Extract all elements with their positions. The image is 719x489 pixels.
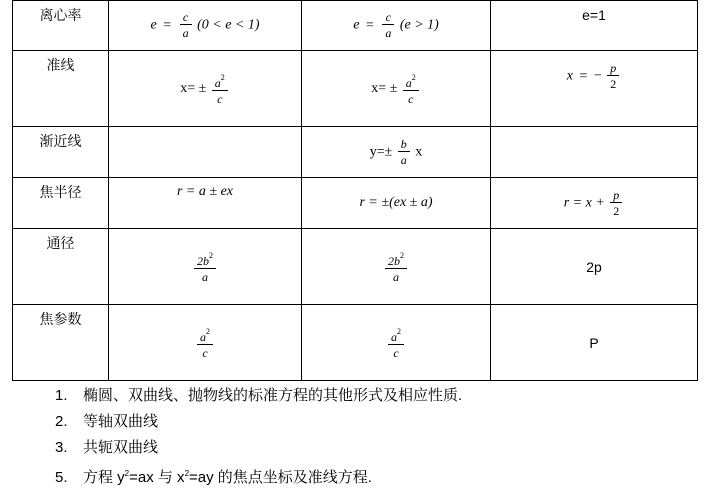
list-number: 2. xyxy=(55,413,68,430)
conic-properties-table xyxy=(12,0,698,381)
fraction xyxy=(610,188,622,219)
fraction xyxy=(382,10,394,41)
row-directrix xyxy=(13,51,698,127)
numerator: $a^2$ xyxy=(405,72,416,90)
numerator: b xyxy=(400,136,407,151)
list-text-mid: =ax 与 x xyxy=(129,469,185,486)
numerator: p xyxy=(613,187,620,202)
var-e: e xyxy=(150,17,157,33)
hyperbola-focal-radius: r = ±(ex ± a) xyxy=(302,178,491,229)
hyperbola-focal-parameter xyxy=(302,305,491,381)
numerator: $a^2$ xyxy=(391,326,401,344)
eq-sign: = xyxy=(163,17,172,33)
prefix: x= ± xyxy=(180,80,207,96)
row-focal-radius xyxy=(13,178,698,229)
ellipse-directrix xyxy=(109,51,302,127)
list-text: 椭圆、双曲线、抛物线的标准方程的其他形式及相应性质. xyxy=(83,387,463,404)
prefix: r = x + xyxy=(563,195,605,211)
list-number: 1. xyxy=(55,387,68,404)
label-directrix: 准线 xyxy=(13,51,109,127)
list-number: 3. xyxy=(55,439,68,456)
hyperbola-asymptote xyxy=(302,127,491,178)
fraction xyxy=(194,249,216,285)
hyperbola-latus-rectum xyxy=(302,229,491,305)
suffix: x xyxy=(415,144,423,160)
fraction xyxy=(212,71,228,107)
eq-sign: = xyxy=(365,17,374,33)
label-asymptote: 渐近线 xyxy=(13,127,109,178)
label-latus-rectum: 通径 xyxy=(13,229,109,305)
denominator: c xyxy=(408,91,414,106)
numerator: p xyxy=(610,61,617,75)
prefix: y=± xyxy=(369,144,393,160)
parabola-focal-parameter: P xyxy=(491,305,698,381)
label-focal-parameter: 焦参数 xyxy=(13,305,109,381)
list-item xyxy=(55,411,462,437)
prefix: x= ± xyxy=(371,80,398,96)
denominator: 2 xyxy=(610,77,617,91)
var-x: x xyxy=(566,68,573,84)
list-number: 5. xyxy=(55,469,68,486)
list-item xyxy=(55,463,462,489)
topic-list xyxy=(55,385,462,489)
list-item xyxy=(55,385,462,411)
minus-sign: − xyxy=(593,68,602,84)
fraction xyxy=(180,10,192,41)
numerator: c xyxy=(385,10,391,24)
condition: (0 < e < 1) xyxy=(197,17,260,33)
label-eccentricity: 离心率 xyxy=(13,1,109,51)
row-eccentricity xyxy=(13,1,698,51)
fraction xyxy=(403,71,419,107)
hyperbola-eccentricity xyxy=(302,1,491,51)
denominator: c xyxy=(217,91,223,106)
numerator: $2b^2$ xyxy=(197,250,213,268)
parabola-asymptote xyxy=(491,127,698,178)
list-text-post: =ay 的焦点坐标及准线方程. xyxy=(189,469,372,486)
list-text: 共轭双曲线 xyxy=(83,439,159,456)
denominator: 2 xyxy=(613,203,620,218)
list-text: 等轴双曲线 xyxy=(83,413,159,430)
denominator: c xyxy=(393,345,399,360)
denominator: a xyxy=(400,152,407,167)
ellipse-focal-radius: r = a ± ex xyxy=(109,178,302,229)
denominator: a xyxy=(182,26,189,40)
ellipse-latus-rectum xyxy=(109,229,302,305)
condition: (e > 1) xyxy=(399,17,439,33)
list-item xyxy=(55,437,462,463)
list-text-pre: 方程 y xyxy=(83,469,125,486)
denominator: c xyxy=(202,345,208,360)
eq-sign: = xyxy=(579,68,588,84)
row-latus-rectum xyxy=(13,229,698,305)
exponent: 2 xyxy=(124,469,130,478)
denominator: a xyxy=(393,269,399,284)
parabola-focal-radius xyxy=(491,178,698,229)
fraction xyxy=(398,137,410,168)
parabola-directrix xyxy=(491,51,698,127)
fraction xyxy=(197,325,213,361)
row-asymptote xyxy=(13,127,698,178)
row-focal-parameter xyxy=(13,305,698,381)
fraction xyxy=(388,325,404,361)
label-focal-radius: 焦半径 xyxy=(13,178,109,229)
exponent: 2 xyxy=(184,469,190,478)
numerator: $a^2$ xyxy=(200,326,210,344)
fraction xyxy=(385,249,407,285)
parabola-eccentricity: e=1 xyxy=(491,1,698,51)
numerator: c xyxy=(182,10,189,24)
hyperbola-directrix xyxy=(302,51,491,127)
var-e: e xyxy=(353,17,360,33)
denominator: a xyxy=(202,269,208,284)
denominator: a xyxy=(385,26,392,40)
ellipse-focal-parameter xyxy=(109,305,302,381)
ellipse-asymptote xyxy=(109,127,302,178)
ellipse-eccentricity xyxy=(109,1,302,51)
numerator: $a^2$ xyxy=(214,72,225,90)
fraction xyxy=(607,61,619,92)
numerator: $2b^2$ xyxy=(388,250,404,268)
parabola-latus-rectum: 2p xyxy=(491,229,698,305)
